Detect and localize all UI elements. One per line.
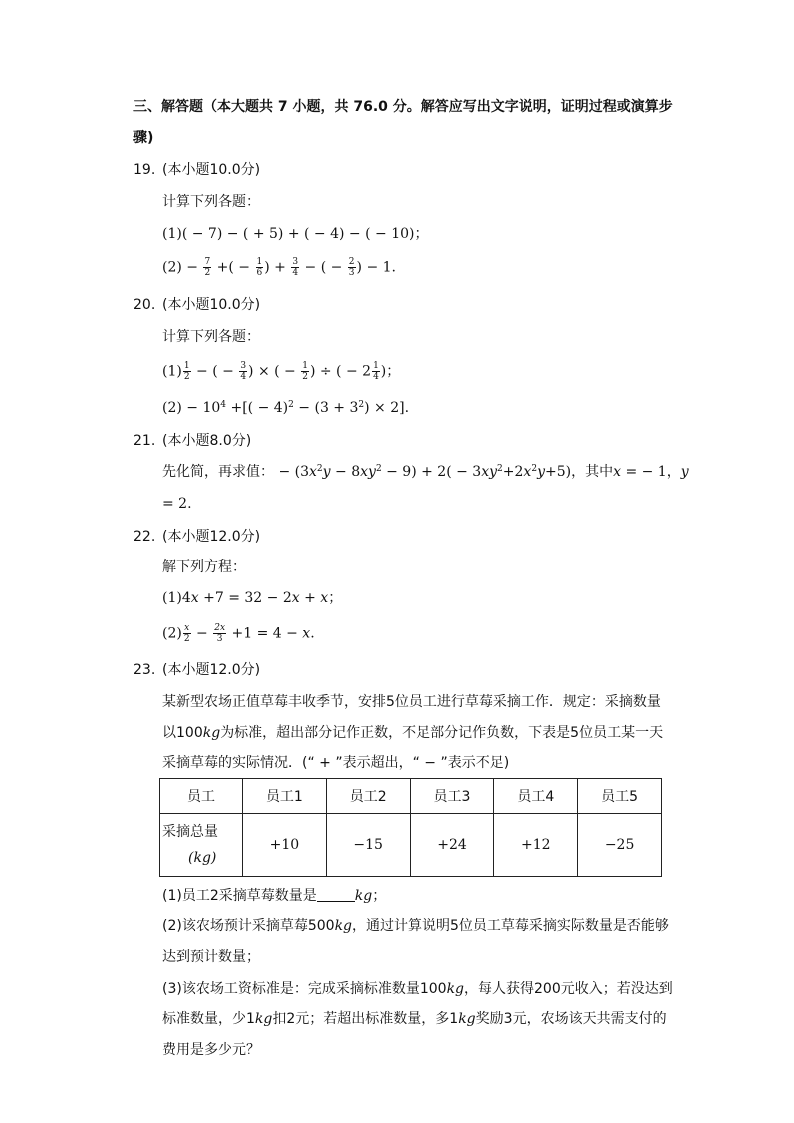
q23-subquestion-1: [162, 886, 386, 906]
variable: x: [309, 464, 317, 480]
q23-text: 以100: [162, 725, 203, 741]
q21-text: − 8: [330, 464, 361, 480]
q20-part-2-text: (2) − 10: [162, 400, 221, 416]
q19-part-2-text: +( −: [212, 259, 255, 276]
q23-text-line-3: 采摘草莓的实际情况．(“ + ”表示超出，“ − ”表示不足): [162, 755, 510, 771]
q23-text: 标准数量，少1: [162, 1011, 255, 1027]
variable: x: [523, 464, 532, 480]
unit: kg: [254, 1011, 273, 1027]
table-cell: −15: [326, 814, 410, 877]
exponent: 2: [288, 400, 294, 410]
exponent: 4: [220, 400, 227, 410]
q19-instruction: 计算下列各题：: [162, 194, 260, 210]
q21-expression-line-2: = 2.: [162, 496, 192, 512]
variable: x: [613, 464, 621, 480]
exponent: 2: [358, 400, 365, 410]
variable: y: [537, 464, 545, 480]
q23-text: 奖励3元，农场该天共需支付的: [475, 1011, 667, 1027]
q23-subquestion-2-line-1: [162, 916, 669, 936]
fraction: $\frac{1}{2}$: [183, 361, 190, 382]
table-header-cell: 员工1: [243, 779, 327, 814]
q21-expression-line-1: [162, 462, 689, 482]
fraction: $\frac{1}{2}$: [302, 361, 308, 382]
q21-text: − 9) + 2( − 3: [381, 464, 482, 480]
table-cell: +12: [494, 814, 578, 877]
q19-score: (本小题10.0分): [162, 162, 261, 178]
q21-text: 先化简，再求值： − (3: [162, 464, 309, 480]
q22-instruction: 解下列方程：: [162, 559, 246, 575]
section-header-line-1: 三、解答题（本大题共 7 小题，共 76.0 分。解答应写出文字说明，证明过程或演算步: [133, 99, 673, 115]
variable: x: [360, 464, 369, 480]
q20-instruction: 计算下列各题：: [162, 329, 260, 345]
q19-number: 19.: [133, 162, 156, 178]
q23-text-line-2: [162, 723, 663, 743]
q22-text: −: [191, 625, 213, 642]
table-header-cell: 员工4: [494, 779, 578, 814]
fraction: $\frac{x}{2}$: [183, 623, 190, 644]
q23-text: ，通过计算说明5位员工草莓采摘实际数量是否能够: [352, 918, 669, 934]
table-cell: −25: [578, 814, 662, 877]
q22-text: +1 = 4 −: [227, 625, 303, 642]
q20-part-2: [162, 398, 409, 418]
fraction: $\frac{3}{4}$: [240, 361, 247, 382]
exponent: 2: [316, 464, 323, 474]
answer-blank[interactable]: [317, 887, 355, 902]
q23-text: ，每人获得200元收入；若没达到: [464, 981, 673, 997]
q21-text: = − 1，: [621, 464, 681, 480]
variable: x: [302, 625, 311, 642]
q20-part-1-text: )；: [380, 363, 401, 380]
unit: kg: [202, 725, 221, 741]
q20-part-1-text: − ( −: [191, 363, 239, 380]
q23-table: [159, 778, 662, 877]
q22-text: .: [310, 625, 315, 642]
table-header-cell: 员工: [160, 779, 243, 814]
variable: x: [291, 590, 300, 606]
variable: y: [680, 464, 689, 480]
q19-part-2-text: ) − 1.: [356, 259, 396, 276]
q23-subquestion-3-line-2: [162, 1009, 667, 1029]
q19-part-2-text: −: [181, 259, 203, 276]
q19-part-2: [162, 257, 396, 278]
q22-score: (本小题12.0分): [162, 529, 261, 545]
table-header-cell: 员工5: [578, 779, 662, 814]
variable: x: [320, 590, 329, 606]
q22-equation-2-label: (2): [162, 625, 182, 642]
q21-text: +2: [502, 464, 524, 480]
table-cell: +10: [243, 814, 327, 877]
fraction: $\frac{3}{4}$: [292, 257, 299, 278]
unit: kg: [334, 918, 353, 934]
q22-equation-1: [162, 588, 342, 608]
q22-number: 22.: [133, 529, 156, 545]
table-header-cell: 员工2: [326, 779, 410, 814]
variable: y: [368, 464, 376, 480]
fraction: $\frac{1}{6}$: [256, 257, 263, 278]
q20-part-2-text: − (3 + 3: [293, 400, 359, 416]
exponent: 2: [531, 464, 538, 474]
row-label-unit: (kg): [188, 850, 217, 866]
table-header-cell: 员工3: [410, 779, 494, 814]
table-header-row: [160, 779, 662, 814]
q21-number: 21.: [133, 433, 156, 449]
q23-text: (1)员工2采摘草莓数量是: [162, 888, 317, 904]
row-label-text: 采摘总量: [162, 824, 218, 840]
fraction: $\frac{2}{3}$: [348, 257, 355, 278]
q23-subquestion-2-line-2: 达到预计数量；: [162, 949, 260, 965]
q23-text: (3)该农场工资标准是：完成采摘标准数量100: [162, 981, 447, 997]
q20-score: (本小题10.0分): [162, 297, 261, 313]
q19-part-2-text: − ( −: [300, 259, 347, 276]
variable: x: [481, 464, 490, 480]
q20-part-2-text: +[( − 4): [226, 400, 289, 416]
q22-text: +: [299, 590, 321, 606]
q20-number: 20.: [133, 297, 156, 313]
q23-text: 扣2元；若超出标准数量，多1: [272, 1011, 459, 1027]
q23-score: (本小题12.0分): [162, 662, 261, 678]
unit: kg: [446, 981, 465, 997]
q23-text: 为标准，超出部分记作正数，不足部分记作负数，下表是5位员工某一天: [220, 725, 664, 741]
q23-text-line-1: 某新型农场正值草莓丰收季节，安排5位员工进行草莓采摘工作．规定：采摘数量: [162, 694, 661, 710]
q22-text: +7 = 32 − 2: [198, 590, 292, 606]
table-row-label: [160, 814, 243, 877]
q22-text: ；: [328, 590, 343, 606]
exponent: 2: [497, 464, 503, 474]
fraction: $\frac{2x}{3}$: [214, 623, 226, 644]
q21-text: +5)，其中: [544, 464, 614, 480]
exponent: 2: [375, 464, 382, 474]
variable: x: [190, 590, 199, 606]
variable: y: [489, 464, 498, 480]
section-header-line-2: 骤): [133, 130, 154, 146]
fraction: $\frac{7}{2}$: [204, 257, 211, 278]
q23-subquestion-3-line-1: [162, 979, 673, 999]
q20-part-1: [162, 361, 400, 382]
variable: y: [322, 464, 331, 480]
q22-equation-2: [162, 623, 315, 644]
table-cell: +24: [410, 814, 494, 877]
q23-text: (2)该农场预计采摘草莓500: [162, 918, 335, 934]
q19-part-2-text: ) +: [264, 259, 291, 276]
unit: kg: [354, 888, 373, 904]
q23-number: 23.: [133, 662, 156, 678]
q23-text: ；: [372, 888, 387, 904]
q21-score: (本小题8.0分): [162, 433, 252, 449]
q20-part-1-label: (1): [162, 363, 182, 380]
unit: kg: [458, 1011, 476, 1027]
q19-part-2-label: (2): [162, 259, 182, 276]
q22-text: (1)4: [162, 590, 191, 606]
table-row: [160, 814, 662, 877]
q20-part-1-text: ) × ( −: [248, 363, 301, 380]
q20-part-1-text: ) ÷ ( − 2: [309, 363, 372, 380]
q23-subquestion-3-line-3: 费用是多少元？: [162, 1042, 260, 1058]
q19-part-1: (1)( − 7) − ( + 5) + ( − 4) − ( − 10)；: [162, 226, 429, 242]
q20-part-2-text: ) × 2].: [364, 400, 410, 416]
fraction: $\frac{1}{4}$: [373, 361, 379, 382]
